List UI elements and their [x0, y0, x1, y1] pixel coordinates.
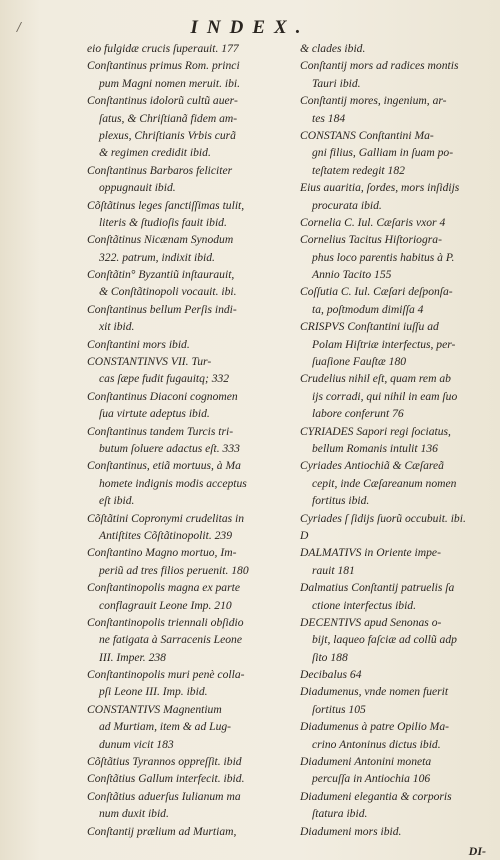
index-entry-continuation: bellum Romanis intulit 136: [312, 441, 438, 455]
index-entry: [87, 353, 286, 388]
index-entry-line: D: [300, 528, 309, 542]
index-entry: [87, 92, 286, 162]
index-entry-continuation: ctione interfectus ibid.: [312, 598, 416, 612]
index-entry: [300, 579, 488, 614]
index-entry-continuation: xit ibid.: [99, 320, 135, 334]
index-entry-line: DALMATIVS in Oriente impe-: [300, 546, 441, 560]
index-entry: [87, 40, 286, 57]
index-entry: [87, 823, 286, 840]
index-entry-line: Cõſtãtini Copronymi crudelitas in: [87, 511, 245, 525]
index-entry-line: Diadumeni elegantia & corporis: [300, 789, 452, 803]
index-entry-line: Conſtantino Magno mortuo, Im-: [87, 546, 237, 560]
index-entry-continuation: cas ſæpe fudit fugauitq; 332: [99, 372, 230, 386]
index-entry-continuation: 322. patrum, indixit ibid.: [99, 250, 215, 264]
index-entry: [300, 370, 488, 422]
index-entry-continuation: Annio Tacito 155: [312, 268, 392, 282]
index-entry-continuation: ſua virtute adeptus ibid.: [99, 407, 210, 421]
index-entry: [87, 753, 286, 770]
index-entry-continuation: phus loco parentis habitus à P.: [312, 250, 455, 264]
index-entry-line: Conſtantinopolis magna ex parte: [87, 581, 240, 595]
index-entry-line: Conſtantij mores, ingenium, ar-: [300, 94, 447, 108]
index-entry-continuation: periũ ad tres filios peruenit. 180: [99, 563, 249, 577]
index-entry: [87, 231, 286, 266]
index-entry-line: Cyriades ſ ſidijs ſuorũ occubuit. ibi.: [300, 511, 466, 525]
page-header: INDEX.: [190, 17, 310, 38]
index-entry: [87, 510, 286, 545]
index-entry-continuation: ſito 188: [312, 650, 348, 664]
index-entry-continuation: pſi Leone III. Imp. ibid.: [99, 685, 208, 699]
index-entry-continuation: conflagrauit Leone Imp. 210: [99, 598, 232, 612]
index-entry: [300, 510, 488, 527]
index-entry-continuation: ne fatigata à Sarracenis Leone: [99, 633, 242, 647]
index-entry: [87, 701, 286, 753]
index-entry-continuation: ſatus, & Chriſtianã fidem am-: [99, 111, 238, 125]
index-entry-line: Conſtantij mors ad radices montis: [300, 59, 459, 73]
index-entry-line: Conſtantinopolis muri penè colla-: [87, 668, 245, 682]
index-entry: [300, 544, 488, 579]
index-entry-line: eio fulgidæ crucis ſuperauit. 177: [87, 42, 239, 55]
index-entry-line: Conſtantinus bellum Perſis indi-: [87, 302, 237, 316]
index-entry-line: Diadumeni Antonini moneta: [300, 755, 432, 769]
index-entry: [87, 197, 286, 232]
index-left-column: [87, 40, 286, 840]
index-entry: [87, 266, 286, 301]
index-entry-line: Conſtãtinus Nicænam Synodum: [87, 233, 234, 247]
index-entry-continuation: ijs corradi, qui nihil in eam ſuo: [312, 389, 458, 403]
index-entry-continuation: eſt ibid.: [99, 494, 135, 508]
index-entry-line: CONSTANTIVS Magnentium: [87, 702, 222, 716]
index-entry: [300, 127, 488, 179]
index-entry: [87, 301, 286, 336]
index-entry: [87, 336, 286, 353]
index-right-column: [300, 40, 488, 840]
index-entry-line: Crudelius nihil eſt, quam rem ab: [300, 372, 451, 386]
index-entry-line: Eius auaritia, ſordes, mors inſidijs: [300, 181, 460, 195]
index-entry-line: Cõſtãtius Tyrannos oppreſſit. ibid: [87, 755, 242, 769]
index-entry-line: Cyriades Antiochiã & Cæſareã: [300, 459, 444, 473]
index-entry: [300, 179, 488, 214]
index-entry-line: CRISPVS Conſtantini iuſſu ad: [300, 320, 439, 334]
index-entry: [300, 683, 488, 718]
index-entry-continuation: dunum vicit 183: [99, 737, 174, 751]
index-entry: [300, 57, 488, 92]
corner-mark: /: [17, 20, 22, 34]
index-entry-continuation: pum Magni nomen meruit. ibi.: [99, 76, 241, 90]
index-entry-continuation: homete indignis modis acceptus: [99, 476, 247, 490]
index-entry-continuation: teſtatem redegit 182: [312, 163, 405, 177]
index-entry: [87, 388, 286, 423]
index-entry-line: Conſtantinus tandem Turcis tri-: [87, 424, 234, 438]
index-entry-continuation: plexus, Chriſtianis Vrbis curã: [99, 128, 236, 142]
index-entry-continuation: crino Antoninus dictus ibid.: [312, 737, 441, 751]
index-entry-continuation: rauit 181: [312, 563, 355, 577]
index-entry: [87, 579, 286, 614]
index-entry-line: CONSTANTINVS VII. Tur-: [87, 355, 212, 369]
index-entry: [87, 788, 286, 823]
index-entry: [300, 283, 488, 318]
index-entry: [300, 318, 488, 370]
index-entry-continuation: oppugnauit ibid.: [99, 181, 176, 195]
index-entry: [300, 214, 488, 231]
index-entry-line: Conſtantinus primus Rom. princi: [87, 59, 240, 73]
index-entry-continuation: labore conferunt 76: [312, 407, 404, 421]
index-entry-line: Conſtantinus idolorũ cultũ auer-: [87, 94, 238, 108]
index-entry-continuation: & Conſtãtinopoli vocauit. ibi.: [99, 285, 237, 299]
index-entry: [300, 614, 488, 666]
index-entry: [300, 718, 488, 753]
index-entry: [300, 92, 488, 127]
index-entry-continuation: bijt, laqueo faſciæ ad collũ adp: [312, 633, 457, 647]
index-entry-line: Diadumenus, vnde nomen fuerit: [300, 685, 449, 699]
catchword: DI-: [468, 844, 486, 858]
index-entry-continuation: ſtatura ibid.: [312, 807, 368, 821]
index-entry: [87, 423, 286, 458]
index-entry-continuation: tes 184: [312, 111, 346, 125]
index-entry-line: Conſtãtius Gallum interfecit. ibid.: [87, 772, 245, 786]
index-entry-line: Cornelius Tacitus Hiſtoriogra-: [300, 233, 442, 247]
index-entry: [300, 457, 488, 509]
index-entry: [87, 614, 286, 666]
index-entry-continuation: Polam Hiſtriæ interfectus, per-: [312, 337, 456, 351]
index-entry-line: Conſtantinopolis triennali obſidio: [87, 615, 244, 629]
index-entry: [300, 823, 488, 840]
index-entry-continuation: Tauri ibid.: [312, 76, 361, 90]
index-entry: [300, 527, 488, 544]
index-entry: [300, 666, 488, 683]
index-entry-line: Cornelia C. Iul. Cæſaris vxor 4: [300, 215, 446, 229]
index-entry-line: Conſtantini mors ibid.: [87, 337, 190, 351]
index-entry: [87, 544, 286, 579]
index-entry-continuation: Antiſtites Cõſtãtinopolit. 239: [99, 528, 233, 542]
index-entry: [300, 788, 488, 823]
index-entry-continuation: ſortitus 105: [312, 702, 366, 716]
index-entry: [300, 231, 488, 283]
index-entry-line: Conſtãtin° Byzantiũ inſtaurauit,: [87, 268, 235, 282]
index-entry-continuation: fortitus ibid.: [312, 494, 370, 508]
index-entry-continuation: num duxit ibid.: [99, 807, 169, 821]
index-entry-continuation: ta, poſtmodum dimiſſa 4: [312, 302, 424, 316]
index-entry-line: Cõſtãtinus leges ſanctiſſimas tulit,: [87, 198, 245, 212]
index-entry-continuation: ſuaſione Fauſtæ 180: [312, 355, 407, 369]
index-entry-line: Conſtantinus Barbaros feliciter: [87, 163, 233, 177]
index-entry-continuation: cepit, inde Cæſareanum nomen: [312, 476, 457, 490]
index-entry: [300, 423, 488, 458]
index-entry-line: Coſſutia C. Iul. Cæſari deſponſa-: [300, 285, 453, 299]
index-entry-line: Dalmatius Conſtantij patruelis ſa: [300, 581, 455, 595]
index-entry-continuation: ad Murtiam, item & ad Lug-: [99, 720, 232, 734]
index-entry: [300, 753, 488, 788]
index-entry: [87, 770, 286, 787]
index-entry: [87, 162, 286, 197]
index-entry-continuation: percuſſa in Antiochia 106: [312, 772, 431, 786]
index-entry-continuation: & regimen credidit ibid.: [99, 146, 211, 160]
index-entry: [87, 457, 286, 509]
index-entry-line: Conſtantinus Diaconi cognomen: [87, 389, 238, 403]
index-entry-continuation: butum ſoluere adactus eſt. 333: [99, 441, 240, 455]
index-entry-line: Decibalus 64: [300, 668, 362, 682]
index-entry-line: DECENTIVS apud Senonas o-: [300, 615, 442, 629]
index-entry-line: Diadumenus à patre Opilio Ma-: [300, 720, 449, 734]
index-entry: [87, 666, 286, 701]
index-entry-line: Conſtantinus, etiã mortuus, à Ma: [87, 459, 241, 473]
index-entry: [87, 57, 286, 92]
index-entry-line: Conſtantij prælium ad Murtiam,: [87, 824, 237, 838]
index-entry-line: & clades ibid.: [300, 42, 366, 55]
index-entry-continuation: literis & ſtudioſis fauit ibid.: [99, 215, 227, 229]
index-entry-line: CYRIADES Sapori regi ſociatus,: [300, 424, 451, 438]
index-entry-continuation: procurata ibid.: [312, 198, 382, 212]
index-entry-continuation: III. Imper. 238: [99, 650, 166, 664]
index-entry-line: Conſtãtius aduerſus Iulianum ma: [87, 789, 241, 803]
index-entry: [300, 40, 488, 57]
index-entry-line: CONSTANS Conſtantini Ma-: [300, 128, 434, 142]
index-entry-continuation: gni filius, Galliam in ſuam po-: [312, 146, 454, 160]
index-entry-line: Diadumeni mors ibid.: [300, 824, 402, 838]
